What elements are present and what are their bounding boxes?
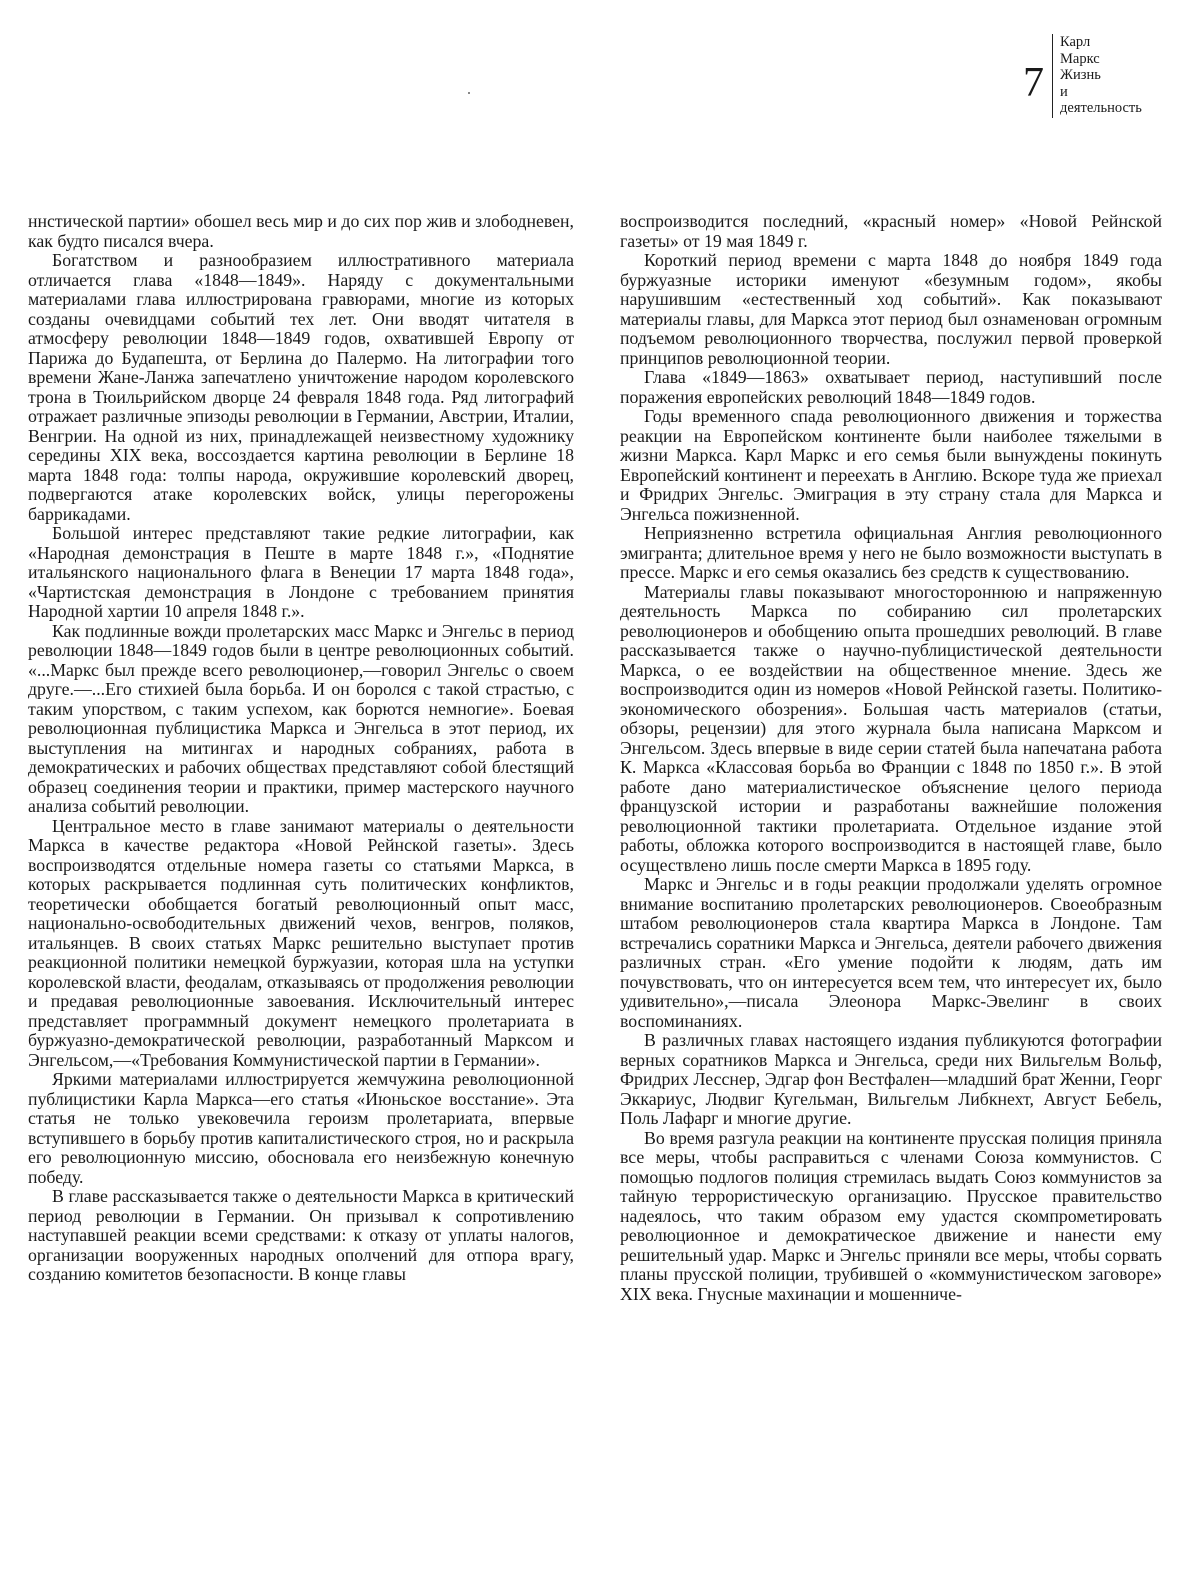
- paragraph: Глава «1849—1863» охватывает период, наступивший после поражения европейских революций 1848—1849 годов.: [620, 367, 1162, 407]
- paragraph: Короткий период времени с марта 1848 до ноября 1849 года буржуазные историки именуют «безумным годом», якобы нарушившим «естественный ход событий». Как показывают материалы главы, для Маркса этот период был ознаменован огромным подъемом революционного творчества, послужил первой проверкой принципов революционной теории.: [620, 250, 1162, 368]
- running-title-line: Карл: [1060, 34, 1091, 50]
- paragraph: Маркс и Энгельс и в годы реакции продолжали уделять огромное внимание воспитанию пролетарских революционеров. Своеобразным штабом революционеров стала квартира Маркса в Лондоне. Там встречались соратники Маркса и Энгельса, деятели рабочего движения различных стран. «Его умение подойти к людям, дать им почувствовать, что он интересуется всем тем, что интересует их, было удивительно»,—писала Элеонора Маркс-Эвелинг в своих воспоминаниях.: [620, 874, 1162, 1031]
- running-header: [1010, 34, 1190, 118]
- paragraph: ннстической партии» обошел весь мир и до сих пор жив и злободневен, как будто писался вчера.: [28, 211, 574, 251]
- paragraph: Большой интерес представляют такие редкие литографии, как «Народная демонстрация в Пеште в марте 1848 г.», «Поднятие итальянского национального флага в Венеции 17 марта 1848 года», «Чартистская демонстрация в Лондоне с требованием принятия Народной хартии 10 апреля 1848 г.».: [28, 523, 574, 621]
- paragraph: Как подлинные вожди пролетарских масс Маркс и Энгельс в период революции 1848—1849 годов были в центре революционных событий. «...Маркс был прежде всего революционер,—говорил Энгельс о своем друге.—...Его стихией была борьба. И он боролся с такой страстью, с таким упорством, с таким успехом, как борются немногие». Боевая революционная публицистика Маркса и Энгельса в этот период, их выступления на митингах и народных собраниях, работа в демократических и рабочих обществах представляют собой блестящий образец соединения теории и практики, пример мастерского научного анализа событий революции.: [28, 620, 574, 816]
- running-title-line: и: [1060, 83, 1068, 100]
- paragraph: Яркими материалами иллюстрируется жемчужина революционной публицистики Карла Маркса—его статья «Июньское восстание». Эта статья не только увековечила героизм пролетариата, впервые вступившего в борьбу против капиталистического строя, но и раскрыла его революционную миссию, обосновала его неизбежную конечную победу.: [28, 1069, 574, 1187]
- paragraph: Богатством и разнообразием иллюстративного материала отличается глава «1848—1849». Наряду с документальными материалами глава иллюстрирована гравюрами, многие из которых созданы очевидцами событий тех лет. Они вводят читателя в атмосферу революции 1848—1849 годов, охватившей Европу от Парижа до Будапешта, от Берлина до Палермо. На литографии того времени Жане-Ланжа запечатлено уничтожение народом королевского трона в Тюильрийском дворце 24 февраля 1848 года. Ряд литографий отражает различные эпизоды революции в Германии, Австрии, Италии, Венгрии. На одной из них, принадлежащей неизвестному художнику середины XIX века, воссоздается картина революции в Берлине 18 марта 1848 года: толпы народа, окружившие королевский дворец, подвергаются атаке королевских войск, улицы перегорожены баррикадами.: [28, 250, 574, 524]
- running-title-line: Жизнь: [1060, 67, 1101, 83]
- print-speck: [468, 92, 470, 94]
- paragraph: В различных главах настоящего издания публикуются фотографии верных соратников Маркса и Энгельса, среди них Вильгельм Вольф, Фридрих Лесснер, Эдгар фон Вестфален—младший брат Женни, Георг Эккариус, Людвиг Кугельман, Вильгельм Либкнехт, Август Бебель, Поль Лафарг и многие другие.: [620, 1030, 1162, 1128]
- paragraph: Материалы главы показывают многостороннюю и напряженную деятельность Маркса по собиранию сил пролетарских революционеров и обобщению опыта прошедших революций. В главе рассказывается также о научно-публицистической деятельности Маркса, о ее воздействии на общественное мнение. Здесь же воспроизводится один из номеров «Новой Рейнской газеты. Политико-экономического обозрения». Большая часть материалов (статьи, обзоры, рецензии) для этого журнала была написана Марксом и Энгельсом. Здесь впервые в виде серии статей была напечатана работа К. Маркса «Классовая борьба во Франции с 1848 по 1850 г.». В этой работе дано материалистическое объяснение целого периода французской истории и разработаны важнейшие положения революционной тактики пролетариата. Отдельное издание этой работы, обложка которого воспроизводится в настоящей главе, было осуществлено лишь после смерти Маркса в 1895 году.: [620, 581, 1162, 875]
- running-title-line: Маркс: [1060, 50, 1100, 67]
- header-divider: [1052, 34, 1053, 118]
- running-title-line: деятельность: [1060, 100, 1142, 116]
- left-text-column: [28, 212, 574, 1285]
- paragraph: Во время разгула реакции на континенте прусская полиция приняла все меры, чтобы расправиться с членами Союза коммунистов. С помощью подлогов полиция стремилась выдать Союз коммунистов за тайную террористическую организацию. Прусское правительство надеялось, что таким образом ему удастся скомпрометировать революционное и демократическое движение и нанести ему решительный удар. Маркс и Энгельс приняли все меры, чтобы сорвать планы прусской полиции, трубившей о «коммунистическом заговоре» XIX века. Гнусные махинации и мошенниче-: [620, 1127, 1162, 1304]
- page-number: 7: [1023, 60, 1044, 106]
- paragraph: Годы временного спада революционного движения и торжества реакции на Европейском континенте были наиболее тяжелыми в жизни Маркса. Карл Маркс и его семья были вынуждены покинуть Европейский континент и переехать в Англию. Вскоре туда же приехал и Фридрих Энгельс. Эмиграция в эту страну стала для Маркса и Энгельса пожизненной.: [620, 406, 1162, 524]
- paragraph: Центральное место в главе занимают материалы о деятельности Маркса в качестве редактора «Новой Рейнской газеты». Здесь воспроизводятся отдельные номера газеты со статьями Маркса, в которых раскрывается подлинная суть политических конфликтов, теоретически обобщается богатый революционный опыт масс, национально-освободительных движений чехов, венгров, поляков, итальянцев. В своих статьях Маркс решительно выступает против реакционной политики немецкой буржуазии, которая шла на уступки королевской власти, феодалам, отказываясь от продолжения революции и предавая революционные завоевания. Исключительный интерес представляет программный документ немецкого пролетариата в буржуазно-демократической революции, разработанный Марксом и Энгельсом,—«Требования Коммунистической партии в Германии».: [28, 815, 574, 1070]
- paragraph: Неприязненно встретила официальная Англия революционного эмигранта; длительное время у него не было возможности выступать в прессе. Маркс и его семья оказались без средств к существованию.: [620, 523, 1162, 582]
- running-title: [1060, 34, 1142, 117]
- paragraph: воспроизводится последний, «красный номер» «Новой Рейнской газеты» от 19 мая 1849 г.: [620, 211, 1162, 251]
- paragraph: В главе рассказывается также о деятельности Маркса в критический период революции в Германии. Он призывал к сопротивлению наступавшей реакции всеми средствами: к отказу от уплаты налогов, организации вооруженных народных ополчений для отпора врагу, созданию комитетов безопасности. В конце главы: [28, 1186, 574, 1284]
- right-text-column: [620, 212, 1162, 1304]
